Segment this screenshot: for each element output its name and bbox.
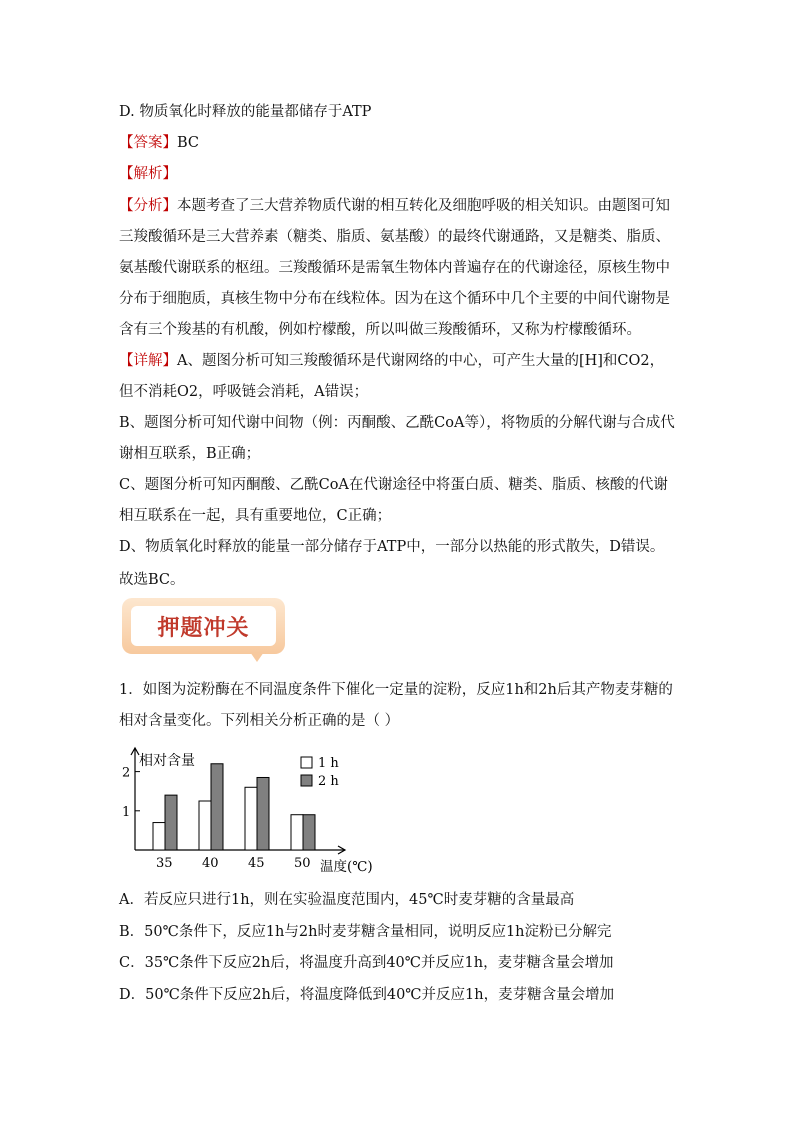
- x-tick-label: 45: [248, 856, 265, 871]
- jiexi-tag: 【解析】: [119, 166, 177, 182]
- answer-tag: 【答案】: [119, 135, 177, 151]
- y-tick-label: 1: [122, 804, 131, 820]
- bar-2h-45: [257, 777, 269, 850]
- y-tick-label: 2: [122, 765, 131, 781]
- bar-1h-40: [199, 801, 211, 850]
- badge-tail: [250, 652, 264, 662]
- x-tick-label: 50: [294, 856, 311, 871]
- detail-paragraph-c: C、题图分析可知丙酮酸、乙酰CoA在代谢途径中将蛋白质、糖类、脂质、核酸的代谢相互联系在一起，具有重要地位，C正确；: [119, 477, 668, 524]
- bar-1h-50: [291, 815, 303, 850]
- option-a[interactable]: A．若反应只进行1h，则在实验温度范围内，45℃时麦芽糖的含量最高: [119, 892, 575, 908]
- bar-1h-35: [153, 823, 165, 850]
- x-tick-label: 35: [156, 856, 173, 871]
- bar-2h-40: [211, 764, 223, 850]
- detail-paragraph-d: D、物质氧化时释放的能量一部分储存于ATP中，一部分以热能的形式散失，D错误。: [119, 539, 665, 555]
- analysis-text: 本题考查了三大营养物质代谢的相互转化及细胞呼吸的相关知识。由题图可知三羧酸循环是三大营养素（糖类、脂质、氨基酸）的最终代谢通路，又是糖类、脂质、氨基酸代谢联系的枢纽。三羧酸循环是需氧生物体内普遍存在的代谢途径，原核生物中分布于细胞质，真核生物中分布在线粒体。因为在这个循环中几个主要的中间代谢物是含有三个羧基的有机酸，例如柠檬酸，所以叫做三羧酸循环，又称为柠檬酸循环。: [119, 198, 670, 338]
- legend-label: 1 h: [318, 756, 339, 771]
- legend-swatch: [301, 757, 312, 768]
- analysis-tag: 【分析】: [119, 198, 177, 214]
- bar-1h-45: [245, 787, 257, 850]
- answer-value: BC: [177, 135, 200, 151]
- section-badge: [122, 598, 285, 664]
- bar-2h-50: [303, 815, 315, 850]
- option-d[interactable]: D．50℃条件下反应2h后，将温度降低到40℃并反应1h，麦芽糖含量会增加: [119, 987, 615, 1003]
- question-stem: 1．如图为淀粉酶在不同温度条件下催化一定量的淀粉，反应1h和2h后其产物麦芽糖的相对含量变化。下列相关分析正确的是（ ）: [119, 682, 673, 729]
- conclusion-line: 故选BC。: [119, 572, 185, 588]
- bar-2h-35: [165, 795, 177, 850]
- answer-line: [119, 133, 199, 153]
- analysis-paragraph: [119, 191, 675, 346]
- x-tick-label: 40: [202, 856, 219, 871]
- detail-a-text: A、题图分析可知三羧酸循环是代谢网络的中心，可产生大量的[H]和CO2，但不消耗O2，呼吸链会消耗，A错误；: [119, 353, 665, 400]
- badge-title: 押题冲关: [131, 606, 276, 646]
- bar-chart: [110, 740, 400, 875]
- option-b[interactable]: B．50℃条件下，反应1h与2h时麦芽糖含量相同，说明反应1h淀粉已分解完: [119, 924, 612, 940]
- y-axis-label: 相对含量: [139, 753, 195, 769]
- option-d-line: D. 物质氧化时释放的能量都储存于ATP: [119, 104, 372, 120]
- legend-label: 2 h: [318, 774, 339, 789]
- x-axis-label: 温度(℃): [320, 859, 373, 875]
- legend-swatch: [301, 775, 312, 786]
- detail-paragraph-a: [119, 346, 675, 408]
- badge-frame: [122, 598, 285, 654]
- detail-paragraph-b: B、题图分析可知代谢中间物（例：丙酮酸、乙酰CoA等），将物质的分解代谢与合成代谢相互联系，B正确；: [119, 415, 675, 462]
- detail-tag: 【详解】: [119, 353, 177, 369]
- option-c[interactable]: C．35℃条件下反应2h后，将温度升高到40℃并反应1h，麦芽糖含量会增加: [119, 955, 614, 971]
